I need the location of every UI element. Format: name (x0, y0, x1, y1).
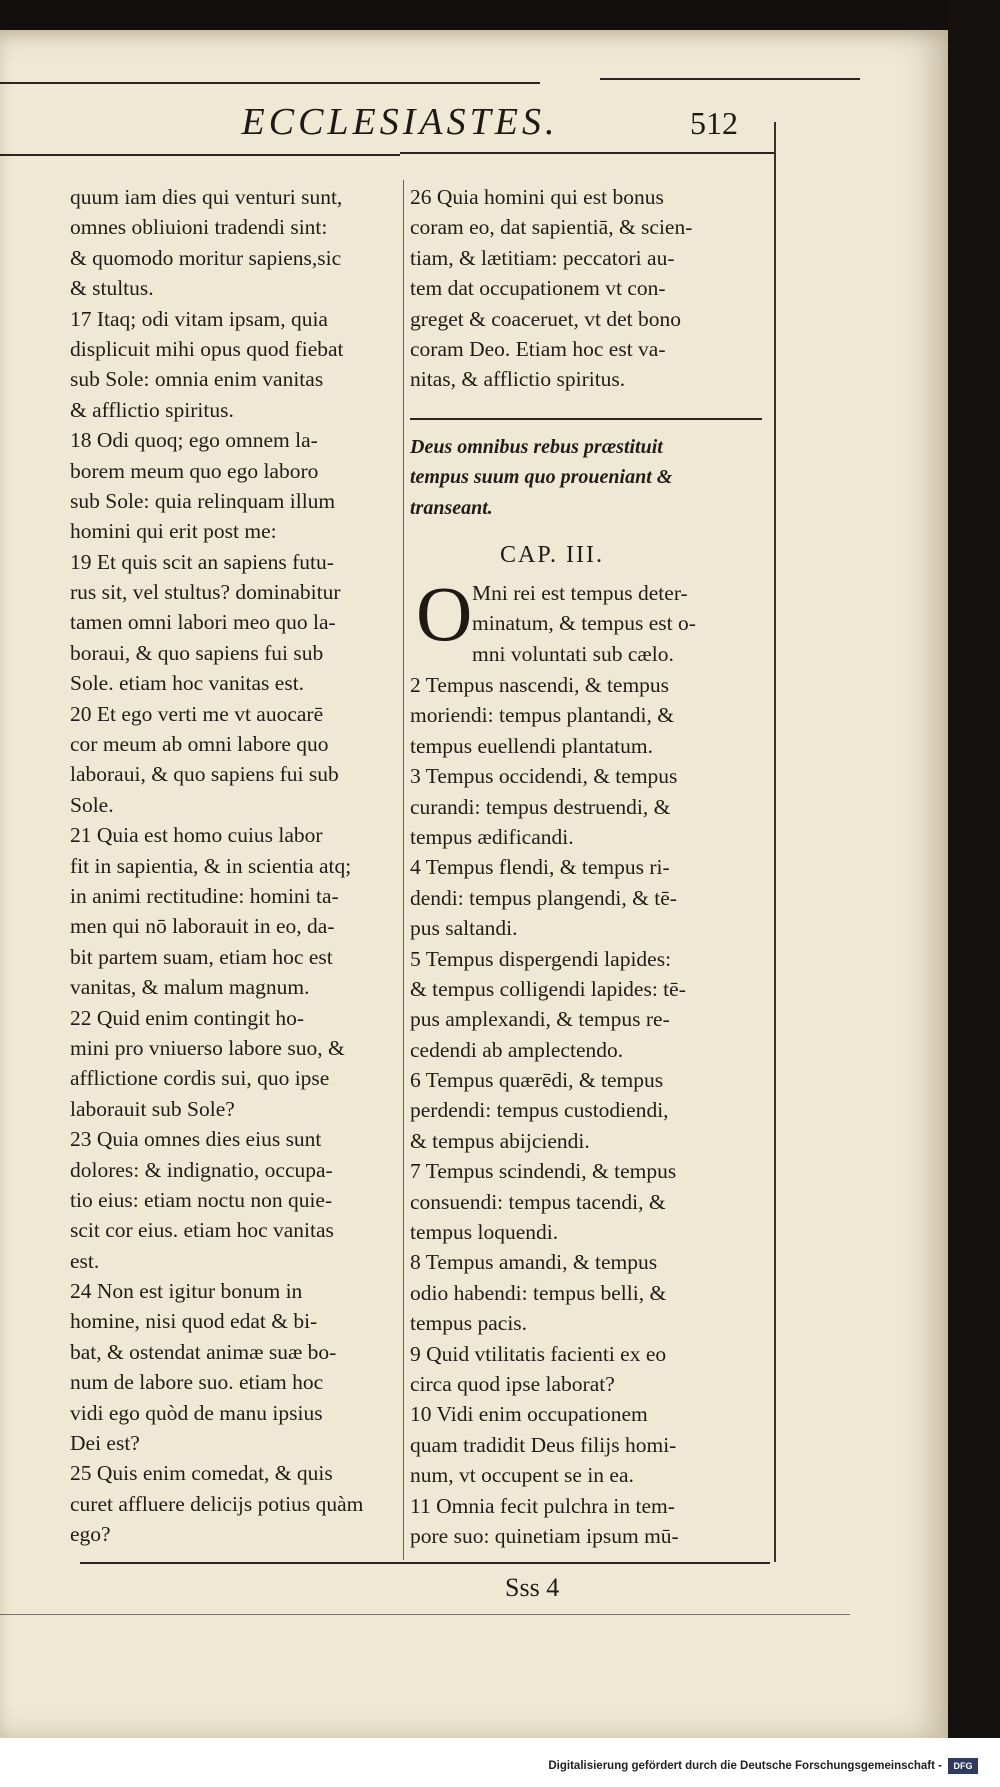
text-line: perdendi: tempus custodiendi, (410, 1098, 669, 1123)
text-line: 5 Tempus dispergendi lapides: (410, 946, 672, 971)
text-line: vidi ego quòd de manu ipsius (70, 1400, 323, 1425)
text-line: tempus euellendi plantatum. (410, 733, 654, 758)
header-rule-top-left (0, 82, 540, 84)
header-rule-bottom-left (0, 154, 400, 156)
text-line: homini qui erit post me: (70, 519, 277, 544)
text-line: tiam, & lætitiam: peccatori au- (410, 245, 675, 270)
text-line: 11 Omnia fecit pulchra in tem- (410, 1493, 675, 1518)
text-line: est. (70, 1248, 100, 1273)
text-line: 7 Tempus scindendi, & tempus (410, 1159, 677, 1184)
signature-mark: Sss 4 (505, 1573, 560, 1602)
running-title: ECCLESIASTES. (241, 101, 559, 143)
text-line: laboraui, & quo sapiens fui sub (70, 762, 339, 787)
page-number: 512 (690, 104, 738, 141)
text-line: moriendi: tempus plantandi, & (410, 703, 674, 728)
text-line: pore suo: quinetiam ipsum mū- (410, 1523, 679, 1548)
text-line: transeant. (410, 496, 493, 519)
text-line: 9 Quid vtilitatis facienti ex eo (410, 1341, 667, 1366)
text-line: Dei est? (70, 1431, 140, 1456)
text-line: tem dat occupationem vt con- (410, 276, 666, 301)
text-line: 2 Tempus nascendi, & tempus (410, 673, 670, 697)
right-column-intro (472, 578, 767, 669)
text-line: tempus ædificandi. (410, 824, 574, 849)
text-line: minatum, & tempus est o- (472, 611, 696, 636)
text-line: omnes obliuioni tradendi sint: (70, 215, 328, 240)
text-line: 3 Tempus occidendi, & tempus (410, 764, 678, 789)
text-line: bit partem suam, etiam hoc est (70, 944, 333, 969)
text-line: homine, nisi quod edat & bi- (70, 1309, 318, 1334)
text-line: mni voluntati sub cælo. (472, 641, 674, 666)
text-line: Deus omnibus rebus præstituit (410, 436, 663, 458)
text-line: afflictione cordis sui, quo ipse (70, 1066, 330, 1091)
text-line: 8 Tempus amandi, & tempus (410, 1250, 658, 1275)
text-line: cedendi ab amplectendo. (410, 1037, 624, 1062)
text-line: quam tradidit Deus filijs homi- (410, 1432, 677, 1457)
text-line: coram eo, dat sapientiā, & scien- (410, 215, 693, 240)
text-line: sub Sole: quia relinquam illum (70, 488, 336, 513)
chapter-summary (410, 432, 765, 523)
bottom-rule-lower (0, 1614, 850, 1615)
text-line: cor meum ab omni labore quo (70, 732, 329, 757)
text-line: 25 Quis enim comedat, & quis (70, 1461, 333, 1486)
text-line: fit in sapientia, & in scientia atq; (70, 853, 352, 878)
scan-background-right (948, 0, 1000, 1787)
text-line: 22 Quid enim contingit ho- (70, 1005, 305, 1030)
text-line: curet affluere delicijs potius quàm (70, 1491, 364, 1516)
text-line: greget & coaceruet, vt det bono (410, 306, 682, 331)
text-line: circa quod ipse laborat? (410, 1371, 615, 1396)
chapter-heading: CAP. III. (500, 541, 605, 568)
text-line: & quomodo moritur sapiens,sic (70, 245, 342, 270)
text-line: 19 Et quis scit an sapiens futu- (70, 549, 334, 574)
text-line: 23 Quia omnes dies eius sunt (70, 1127, 322, 1152)
text-line: borem meum quo ego laboro (70, 458, 319, 483)
text-line: 24 Non est igitur bonum in (70, 1279, 303, 1304)
text-line: pus amplexandi, & tempus re- (410, 1007, 670, 1032)
text-line: & afflictio spiritus. (70, 397, 234, 422)
left-text-column (70, 182, 415, 1550)
text-line: & tempus colligendi lapides: tē- (410, 976, 686, 1001)
right-text-column-top (410, 182, 760, 395)
header-rule-bottom-right (400, 152, 776, 154)
text-line: num, vt occupent se in ea. (410, 1463, 634, 1488)
text-line: odio habendi: tempus belli, & (410, 1280, 667, 1305)
text-line: tempus suum quo proueniant & (410, 466, 673, 489)
right-text-column-body (410, 670, 760, 1551)
text-line: pus saltandi. (410, 916, 518, 941)
text-line: coram Deo. Etiam hoc est va- (410, 336, 666, 361)
section-rule-1 (410, 418, 762, 420)
text-line: 10 Vidi enim occupationem (410, 1402, 648, 1427)
text-line: in animi rectitudine: homini ta- (70, 883, 339, 908)
bottom-rule (80, 1562, 770, 1564)
text-line: 26 Quia homini qui est bonus (410, 185, 664, 209)
dfg-logo-icon: DFG (948, 1758, 978, 1774)
text-line: rus sit, vel stultus? dominabitur (70, 580, 341, 605)
text-line: boraui, & quo sapiens fui sub (70, 640, 324, 665)
text-line: ego? (70, 1522, 111, 1547)
text-line: vanitas, & malum magnum. (70, 975, 310, 1000)
text-line: mini pro vniuerso labore suo, & (70, 1035, 345, 1060)
text-line: Mni rei est tempus deter- (472, 581, 688, 605)
text-line: tio eius: etiam noctu non quie- (70, 1187, 333, 1212)
text-line: curandi: tempus destruendi, & (410, 794, 671, 819)
text-line: quum iam dies qui venturi sunt, (70, 185, 343, 209)
scan-background-top (0, 0, 1000, 30)
drop-cap: O (416, 570, 473, 657)
text-line: tamen omni labori meo quo la- (70, 610, 336, 635)
text-line: Sole. (70, 792, 114, 817)
header-rule-top-right (600, 78, 860, 80)
text-line: dendi: tempus plangendi, & tē- (410, 885, 677, 910)
text-line: bat, & ostendat animæ suæ bo- (70, 1339, 337, 1364)
text-line: 6 Tempus quærēdi, & tempus (410, 1068, 664, 1093)
text-line: num de labore suo. etiam hoc (70, 1370, 324, 1395)
text-line: 4 Tempus flendi, & tempus ri- (410, 855, 670, 880)
text-line: tempus loquendi. (410, 1220, 559, 1245)
text-line: & tempus abijciendi. (410, 1128, 590, 1153)
text-line: scit cor eius. etiam hoc vanitas (70, 1218, 334, 1243)
credit-text: Digitalisierung gefördert durch die Deutsche Forschungsgemeinschaft - (548, 1760, 942, 1772)
text-line: dolores: & indignatio, occupa- (70, 1157, 333, 1182)
text-line: consuendi: tempus tacendi, & (410, 1189, 666, 1214)
text-line: displicuit mihi opus quod fiebat (70, 336, 344, 361)
text-line: laborauit sub Sole? (70, 1096, 235, 1121)
footer-bar (0, 1738, 1000, 1787)
text-line: sub Sole: omnia enim vanitas (70, 367, 324, 392)
book-page (0, 30, 948, 1738)
text-line: 21 Quia est homo cuius labor (70, 823, 323, 848)
text-line: nitas, & afflictio spiritus. (410, 367, 626, 392)
text-line: 18 Odi quoq; ego omnem la- (70, 428, 318, 453)
text-line: & stultus. (70, 276, 154, 301)
dfg-credit (548, 1754, 978, 1778)
text-line: 17 Itaq; odi vitam ipsam, quia (70, 306, 328, 331)
right-border-rule (774, 122, 776, 1562)
text-line: 20 Et ego verti me vt auocarē (70, 701, 324, 726)
text-line: tempus pacis. (410, 1311, 528, 1336)
text-line: Sole. etiam hoc vanitas est. (70, 671, 305, 696)
text-line: men qui nō laborauit in eo, da- (70, 914, 335, 939)
